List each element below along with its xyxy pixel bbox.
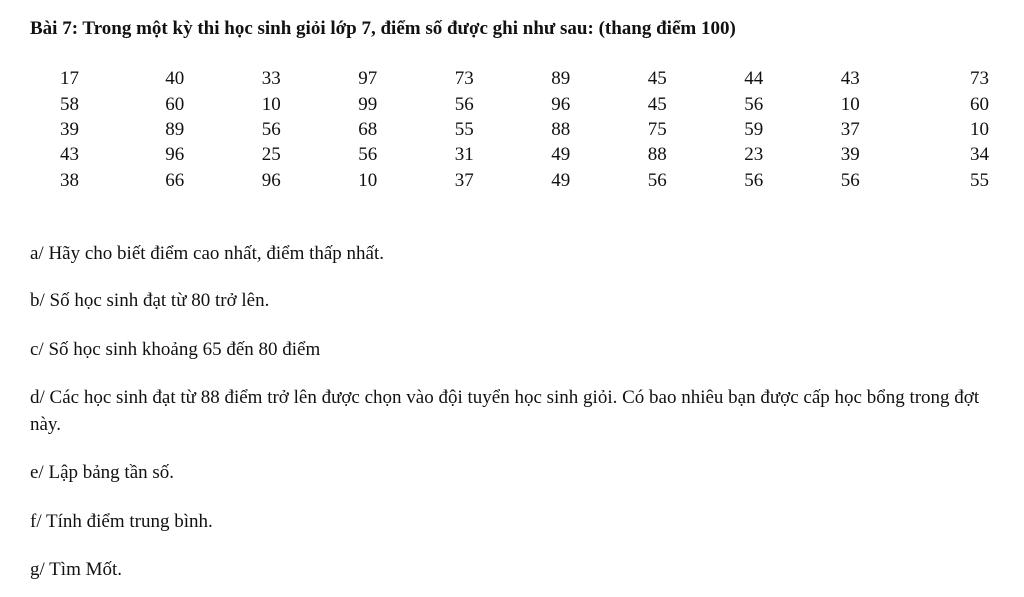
score-cell: 73 — [970, 68, 989, 90]
score-cell: 56 — [261, 118, 281, 140]
score-cell: 97 — [358, 68, 378, 90]
score-cell: 88 — [551, 118, 571, 140]
score-cell: 31 — [454, 144, 474, 166]
score-cell: 89 — [551, 68, 571, 90]
score-cell: 45 — [647, 68, 667, 90]
score-cell: 25 — [261, 144, 281, 166]
score-cell: 44 — [744, 68, 764, 90]
question-g: g/ Tìm Mốt. — [30, 559, 123, 580]
score-cell: 96 — [551, 93, 571, 115]
score-cell: 59 — [744, 118, 764, 140]
score-cell: 89 — [165, 118, 185, 140]
score-cell: 96 — [261, 169, 281, 191]
score-table — [30, 66, 995, 193]
score-cell: 33 — [261, 68, 281, 90]
score-cell: 96 — [165, 144, 185, 166]
score-cell: 49 — [551, 144, 571, 166]
score-cell: 55 — [454, 118, 474, 140]
score-cell: 37 — [454, 169, 474, 191]
score-cell: 55 — [970, 169, 989, 191]
score-cell: 56 — [744, 93, 764, 115]
score-cell: 10 — [840, 93, 860, 115]
score-cell: 10 — [358, 169, 378, 191]
score-cell: 60 — [970, 93, 989, 115]
score-cell: 66 — [165, 169, 185, 191]
score-cell: 38 — [60, 169, 79, 191]
question-d: d/ Các học sinh đạt từ 88 điểm trở lên được chọn vào đội tuyển học sinh giỏi. Có bao nhiêu bạn được cấp học bổng trong đợt này. — [30, 387, 980, 435]
score-cell: 56 — [744, 169, 764, 191]
score-cell: 45 — [647, 93, 667, 115]
score-cell: 43 — [840, 68, 860, 90]
score-cell: 34 — [970, 144, 989, 166]
score-cell: 43 — [60, 144, 79, 166]
score-cell: 23 — [744, 144, 764, 166]
score-cell: 56 — [647, 169, 667, 191]
score-row — [30, 117, 995, 142]
score-cell: 88 — [647, 144, 667, 166]
score-cell: 39 — [840, 144, 860, 166]
score-cell: 10 — [970, 118, 989, 140]
score-cell: 40 — [165, 68, 185, 90]
question-b: b/ Số học sinh đạt từ 80 trở lên. — [30, 290, 270, 311]
score-cell: 68 — [358, 118, 378, 140]
score-cell: 60 — [165, 93, 185, 115]
score-row — [30, 66, 995, 91]
score-cell: 58 — [60, 93, 79, 115]
score-cell: 73 — [454, 68, 474, 90]
score-cell: 56 — [358, 144, 378, 166]
score-cell: 49 — [551, 169, 571, 191]
exercise-title: Bài 7: Trong một kỳ thi học sinh giỏi lớp 7, điểm số được ghi như sau: (thang điểm 100) — [30, 18, 736, 39]
score-cell: 75 — [647, 118, 667, 140]
score-cell: 37 — [840, 118, 860, 140]
score-row — [30, 168, 995, 193]
question-e: e/ Lập bảng tần số. — [30, 462, 175, 483]
score-row — [30, 91, 995, 116]
score-cell: 17 — [60, 68, 79, 90]
question-f: f/ Tính điểm trung bình. — [30, 511, 213, 532]
score-cell: 56 — [840, 169, 860, 191]
question-a: a/ Hãy cho biết điểm cao nhất, điểm thấp nhất. — [30, 243, 385, 264]
score-row — [30, 142, 995, 167]
score-cell: 10 — [261, 93, 281, 115]
question-c: c/ Số học sinh khoảng 65 đến 80 điểm — [30, 339, 321, 360]
score-cell: 39 — [60, 118, 79, 140]
score-cell: 99 — [358, 93, 378, 115]
score-cell: 56 — [454, 93, 474, 115]
